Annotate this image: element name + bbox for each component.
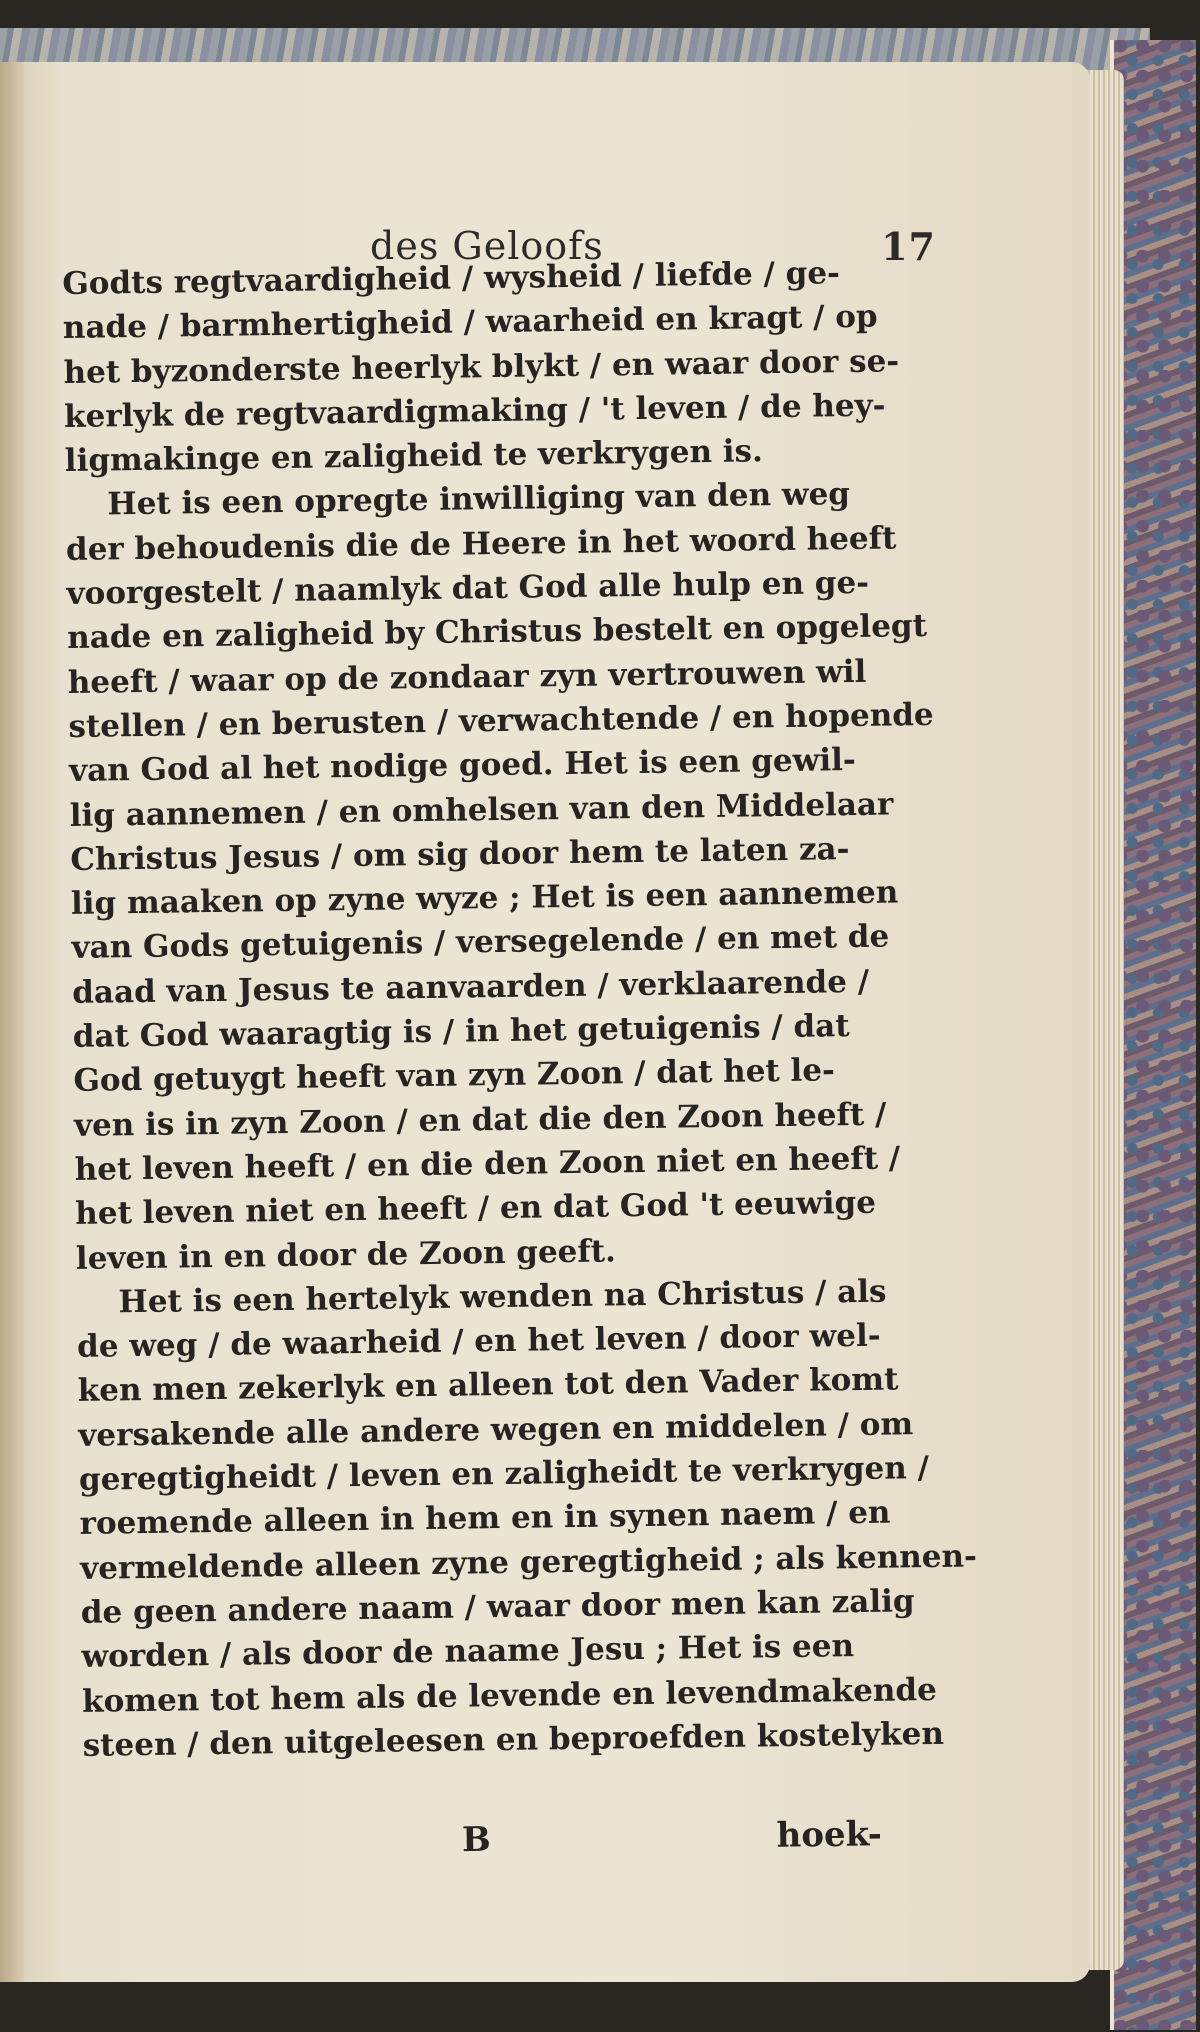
text-line: Het is een opregte inwilliging van den weg [107,476,851,523]
signature-mark: B [461,1819,491,1861]
text-line: nade en zaligheid by Christus bestelt en opgelegt [67,608,928,657]
text-line: der behoudenis die de Heere in het woord heeft [65,520,897,568]
text-line: voorgestelt / naamlyk dat God alle hulp en ge- [66,564,870,613]
text-line: van Gods getuigenis / versegelende / en met de [71,918,890,967]
text-line: ligmakinge en zaligheid te verkrygen is. [64,433,764,480]
text-line: het byzonderste heerlyk blykt / en waar door se- [63,342,900,391]
text-line: lig maaken op zyne wyze ; Het is een aannemen [70,874,899,923]
catchword: hoek- [776,1814,883,1856]
text-line: ven is in zyn Zoon / en dat die den Zoon heeft / [73,1096,887,1144]
text-line: leven in en door de Zoon geeft. [75,1232,617,1277]
text-line: de weg / de waarheid / en het leven / door wel- [76,1317,881,1366]
text-line: worden / als door de naame Jesu ; Het is een [81,1628,855,1676]
text-line: Het is een hertelyk wenden na Christus / als [118,1273,887,1321]
text-line: roemende alleen in hem en in synen naem / en [79,1494,891,1543]
text-line: het leven niet en heeft / en dat God 't eeuwige [75,1184,877,1233]
body-text [62,251,978,1768]
text-line: de geen andere naam / waar door men kan zalig [80,1583,915,1631]
page-gutter [0,62,24,1982]
text-line: kerlyk de regtvaardigmaking / 't leven / de hey- [63,387,886,435]
text-line: stellen / en berusten / verwachtende / en hopende [68,696,934,745]
text-line: geregtigheidt / leven en zaligheidt te verkrygen / [78,1450,930,1498]
text-line: lig aannemen / en omhelsen van den Middelaar [69,786,894,834]
text-line: versakende alle andere wegen en middelen / om [78,1405,914,1454]
text-line: dat God waaragtig is / in het getuigenis / dat [72,1008,850,1055]
text-line: van God al het nodige goed. Het is een gewil- [68,742,856,790]
text-line: daad van Jesus te aanvaarden / verklaarende / [71,963,870,1011]
text-line: heeft / waar op de zondaar zyn vertrouwen wil [67,653,867,701]
text-line: komen tot hem als de levende en levendmakende [81,1671,938,1720]
text-line: Christus Jesus / om sig door hem te laten za- [70,830,850,878]
text-line: steen / den uitgeleesen en beproefden kostelyken [82,1715,945,1764]
text-line: vermeldende alleen zyne geregtigheid ; als kennen- [79,1537,978,1587]
text-line: Godts regtvaardigheid / wysheid / liefde / ge- [62,255,841,302]
text-line: ken men zekerlyk en alleen tot den Vader komt [77,1361,899,1410]
running-title: des Geloofs [370,224,604,268]
text-line: het leven heeft / en die den Zoon niet en heeft / [74,1140,901,1188]
text-line: nade / barmhertigheid / waarheid en kragt / op [62,298,878,347]
text-line: God getuygt heeft van zyn Zoon / dat het le- [73,1052,836,1100]
page-number: 17 [881,224,936,269]
